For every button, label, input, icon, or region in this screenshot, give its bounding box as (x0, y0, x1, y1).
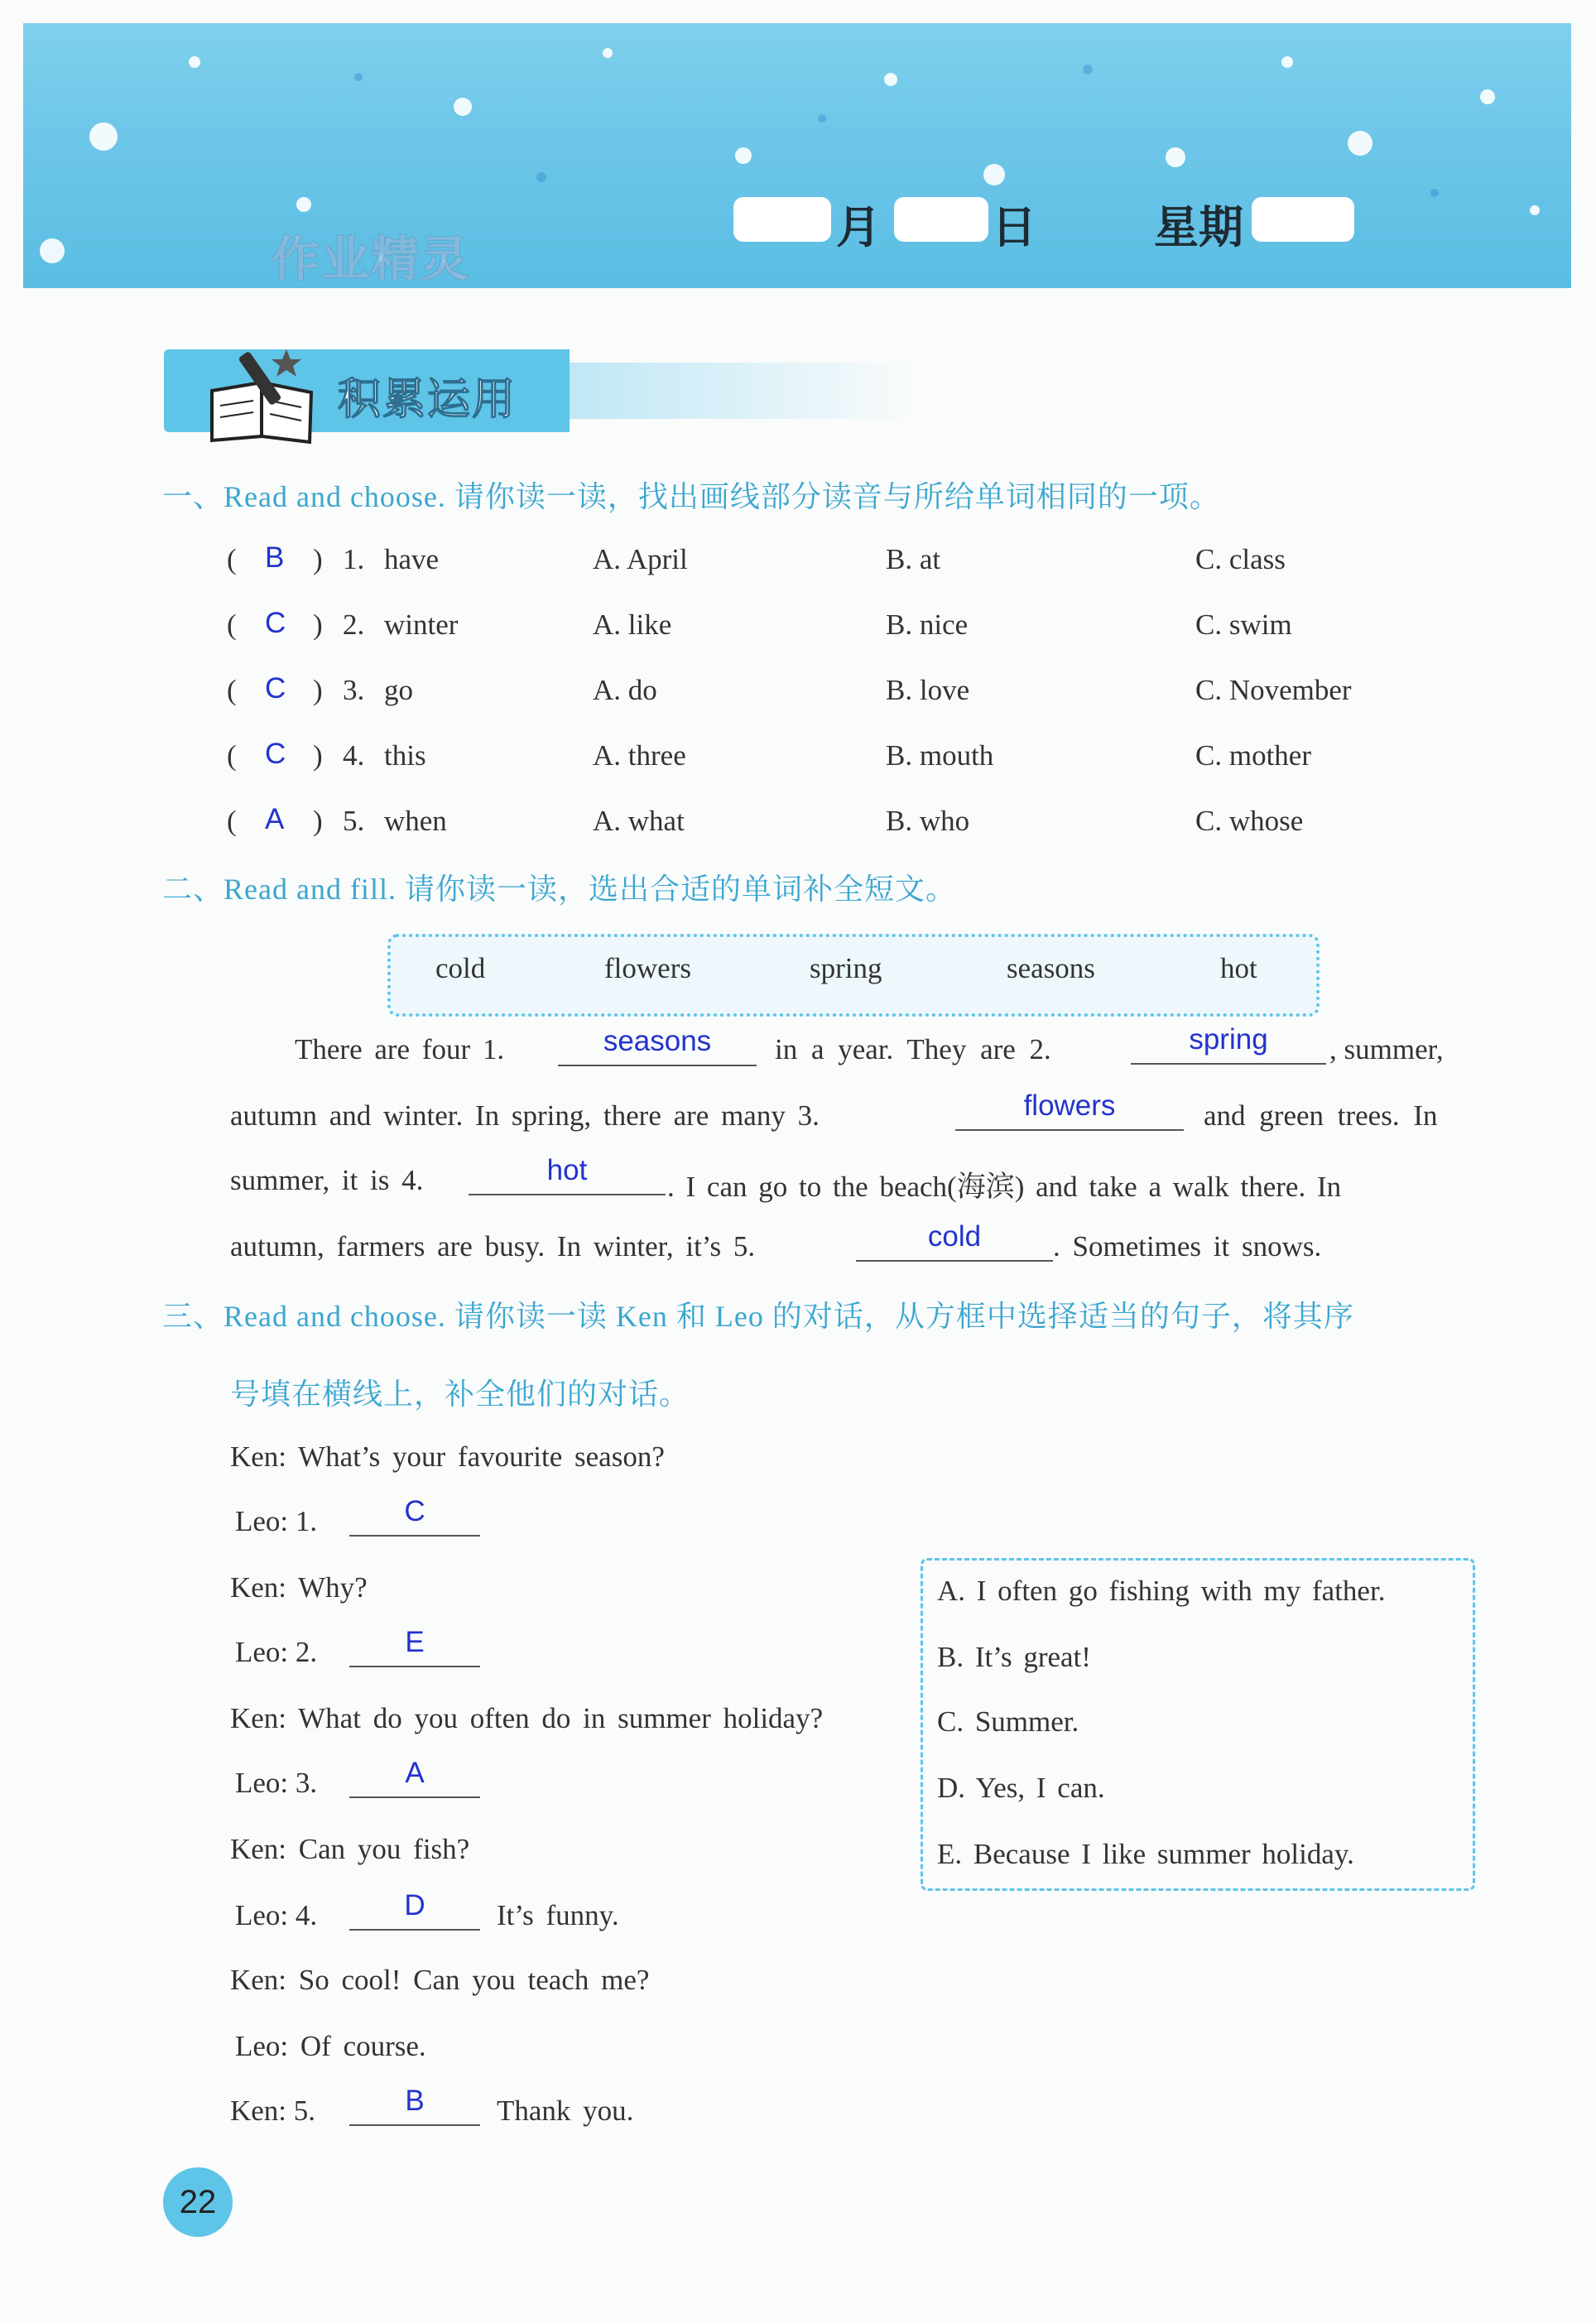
fill-blank-3[interactable]: flowers (955, 1089, 1184, 1131)
option-item: C. Summer. (937, 1705, 1079, 1738)
answer-2[interactable]: C (265, 607, 286, 639)
question-word: have (384, 543, 440, 575)
dialogue-blank-2[interactable]: E (349, 1626, 480, 1667)
option-c: C. November (1195, 674, 1352, 706)
option-a: A. do (593, 674, 657, 706)
fill-blank-1[interactable]: seasons (558, 1025, 757, 1066)
question-word: when (384, 805, 447, 837)
weekday-label: 星期 (1154, 201, 1243, 253)
fill-blank-5[interactable]: cold (856, 1220, 1053, 1262)
day-field[interactable] (894, 197, 988, 242)
option-a: A. April (593, 543, 688, 575)
dialogue-line: Leo: Of course. (235, 2030, 426, 2062)
fill-blank-4[interactable]: hot (469, 1154, 666, 1195)
word-bank-item: hot (1220, 952, 1257, 984)
question-word: this (384, 739, 426, 772)
dialogue-line: Ken: 5. (230, 2095, 316, 2127)
option-a: A. what (593, 805, 685, 837)
option-b: B. mouth (886, 739, 994, 772)
option-item: A. I often go fishing with my father. (937, 1575, 1386, 1607)
option-c: C. mother (1195, 739, 1311, 772)
month-label: 月 (836, 201, 881, 253)
word-bank-item: cold (435, 952, 486, 984)
dialogue-line: Ken: Why? (230, 1571, 368, 1604)
option-item: D. Yes, I can. (937, 1772, 1105, 1804)
part3-heading: 三、Read and choose. 请你读一读 Ken 和 Leo 的对话，从方框中选择适当的句子，将其序 (162, 1300, 1354, 1333)
dialogue-line: Leo: 4. (235, 1899, 318, 1931)
page-number: 22 (163, 2167, 233, 2237)
question-word: winter (384, 608, 459, 641)
part1-heading: 一、Read and choose. 请你读一读，找出画线部分读音与所给单词相同的一项。 (162, 480, 1220, 513)
dialogue-line: Leo: 2. (235, 1636, 318, 1668)
dialogue-line: Ken: So cool! Can you teach me? (230, 1964, 650, 1996)
day-label: 日 (992, 201, 1036, 253)
answer-3[interactable]: C (265, 672, 286, 705)
dialogue-blank-3[interactable]: A (349, 1757, 480, 1798)
dialogue-blank-5[interactable]: B (349, 2085, 480, 2126)
snow-dot (89, 123, 118, 151)
word-bank-item: flowers (604, 952, 691, 984)
watermark-logo: 作业精灵 (272, 231, 471, 287)
option-c: C. swim (1195, 608, 1292, 641)
option-b: B. who (886, 805, 970, 837)
dialogue-blank-1[interactable]: C (349, 1495, 480, 1537)
part2-heading: 二、Read and fill. 请你读一读，选出合适的单词补全短文。 (162, 873, 956, 906)
option-b: B. love (886, 674, 970, 706)
answer-5[interactable]: A (265, 803, 285, 835)
dialogue-line: Ken: What’s your favourite season? (230, 1440, 665, 1473)
fill-blank-2[interactable]: spring (1131, 1023, 1326, 1065)
banner-fade (570, 363, 917, 419)
part3-heading-2: 号填在横线上，补全他们的对话。 (230, 1378, 690, 1411)
word-bank-item: seasons (1007, 952, 1095, 984)
dialogue-line: Leo: 1. (235, 1505, 318, 1537)
option-c: C. whose (1195, 805, 1304, 837)
option-item: B. It’s great! (937, 1641, 1091, 1673)
dialogue-line: Leo: 3. (235, 1767, 318, 1799)
dialogue-line: Ken: Can you fish? (230, 1833, 470, 1865)
option-c: C. class (1195, 543, 1286, 575)
month-field[interactable] (733, 197, 831, 242)
question-word: go (384, 674, 413, 706)
option-b: B. at (886, 543, 941, 575)
book-pen-icon (195, 341, 328, 449)
option-a: A. like (593, 608, 672, 641)
option-a: A. three (593, 739, 686, 772)
section-title: 积累运用 (338, 375, 517, 425)
page-header (23, 23, 1571, 288)
weekday-field[interactable] (1252, 197, 1354, 242)
option-item: E. Because I like summer holiday. (937, 1838, 1354, 1870)
dialogue-line: Ken: What do you often do in summer holiday? (230, 1702, 824, 1734)
option-b: B. nice (886, 608, 969, 641)
dialogue-blank-4[interactable]: D (349, 1889, 480, 1931)
answer-4[interactable]: C (265, 738, 286, 770)
answer-1[interactable]: B (265, 541, 285, 574)
word-bank-item: spring (810, 952, 882, 984)
